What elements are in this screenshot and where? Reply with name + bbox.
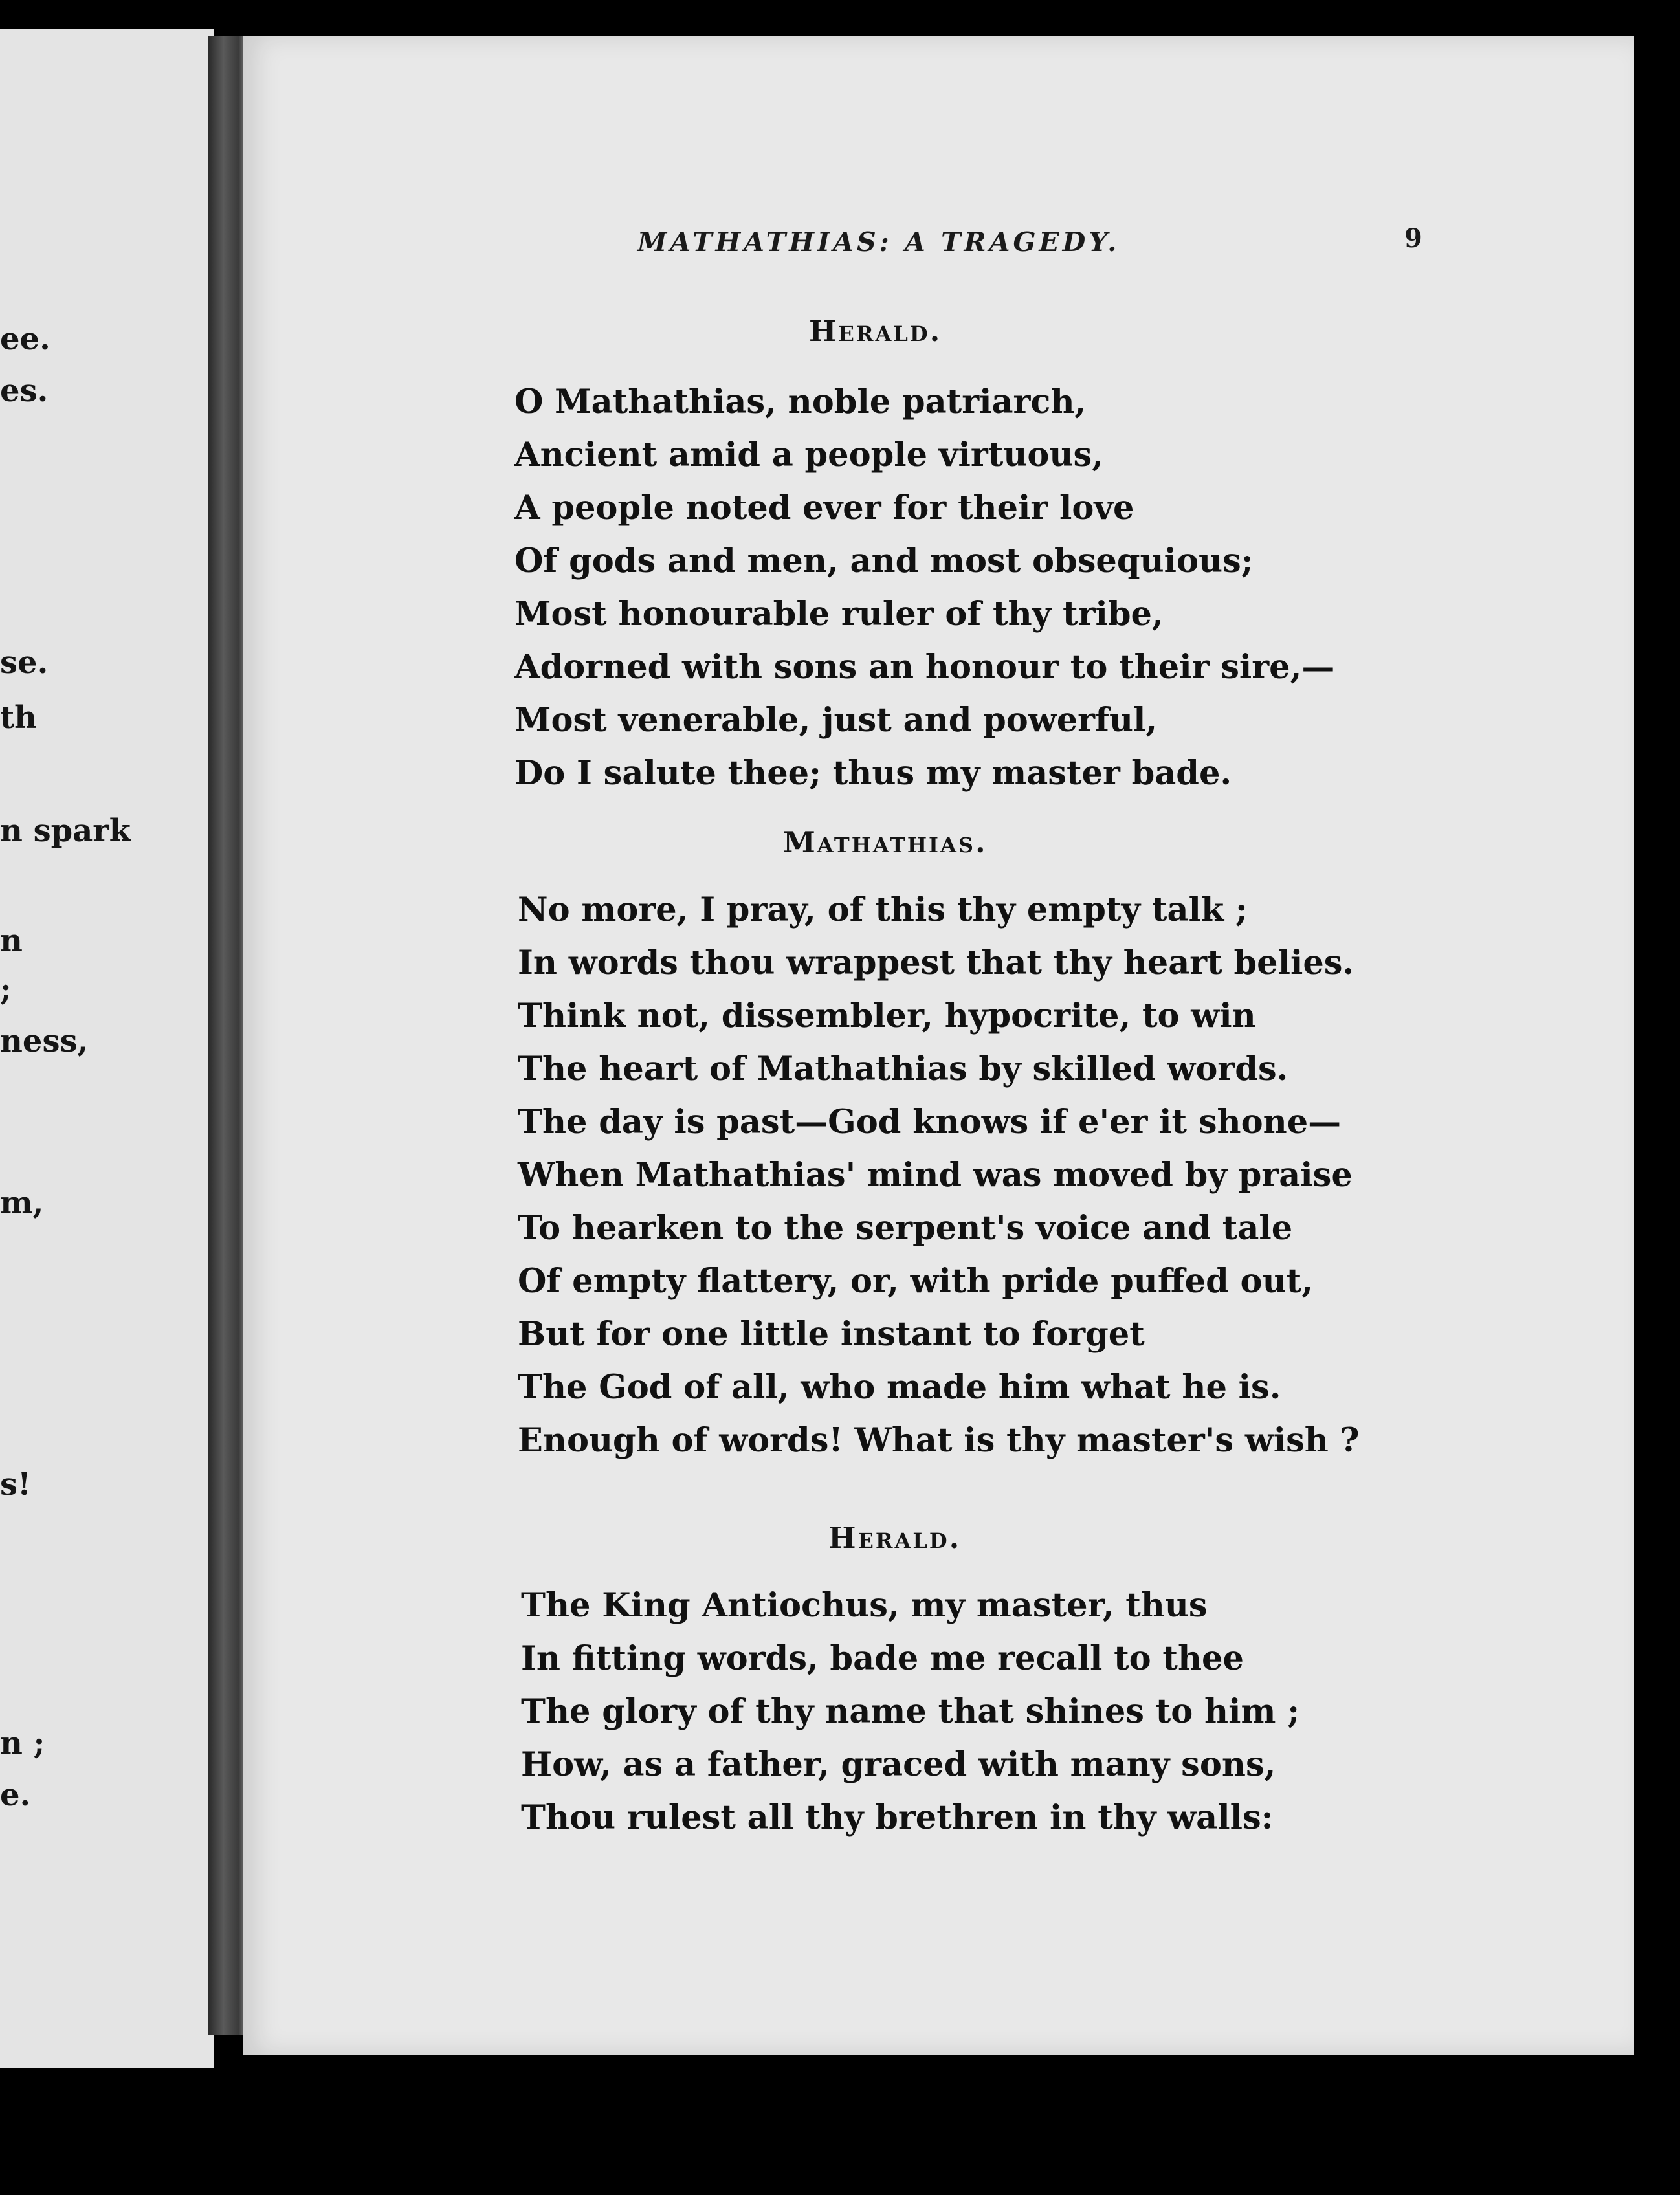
left-fragment-12: e. (0, 1777, 31, 1813)
verse-block (514, 375, 1334, 800)
left-fragment-6: n (0, 923, 23, 959)
verse-line: Enough of words! What is thy master's wish ? (518, 1421, 1360, 1460)
verse-line: Think not, dissembler, hypocrite, to win (518, 997, 1256, 1035)
book-gutter (208, 36, 246, 2035)
speaker-heading: Herald. (809, 314, 942, 348)
verse-line: Do I salute thee; thus my master bade. (514, 754, 1232, 793)
verse-block (518, 883, 1360, 1467)
left-facing-page (0, 29, 214, 2068)
verse-line: Ancient amid a people virtuous, (514, 436, 1103, 474)
left-fragment-8: ness, (0, 1023, 89, 1059)
verse-line: Adorned with sons an honour to their sire,— (514, 648, 1335, 687)
speaker-heading: Herald. (828, 1521, 962, 1555)
right-page (243, 36, 1634, 2055)
verse-line: When Mathathias' mind was moved by praise (518, 1156, 1353, 1195)
verse-line: But for one little instant to forget (518, 1315, 1145, 1354)
verse-line: To hearken to the serpent's voice and tale (518, 1209, 1293, 1248)
left-fragment-2: es. (0, 373, 49, 409)
left-fragment-1: ee. (0, 321, 50, 357)
verse-line: In fitting words, bade me recall to thee (521, 1639, 1244, 1678)
verse-line: The King Antiochus, my master, thus (521, 1586, 1208, 1625)
verse-line: Of empty flattery, or, with pride puffed out, (518, 1262, 1313, 1301)
speaker-heading: Mathathias. (783, 825, 988, 859)
page-number: 9 (1404, 223, 1422, 254)
verse-line: A people noted ever for their love (514, 489, 1134, 527)
verse-block (521, 1579, 1299, 1844)
verse-line: The God of all, who made him what he is. (518, 1368, 1281, 1407)
running-head: MATHATHIAS: A TRAGEDY. (637, 226, 1120, 258)
verse-line: The heart of Mathathias by skilled words. (518, 1050, 1288, 1088)
left-fragment-5: n spark (0, 813, 131, 849)
verse-line: In words thou wrappest that thy heart belies. (518, 943, 1354, 982)
left-fragment-3: se. (0, 645, 49, 681)
left-fragment-10: s! (0, 1466, 32, 1503)
verse-line: Thou rulest all thy brethren in thy walls: (521, 1798, 1274, 1837)
verse-line: Most honourable ruler of thy tribe, (514, 595, 1164, 634)
verse-line: The glory of thy name that shines to him ; (521, 1692, 1300, 1731)
left-fragment-7: ; (0, 971, 12, 1008)
left-fragment-9: m, (0, 1185, 44, 1221)
verse-line: O Mathathias, noble patriarch, (514, 382, 1087, 421)
verse-line: How, as a father, graced with many sons, (521, 1745, 1276, 1784)
verse-line: No more, I pray, of this thy empty talk ; (518, 890, 1248, 929)
verse-line: The day is past—God knows if e'er it shone— (518, 1103, 1342, 1142)
left-fragment-4: th (0, 700, 38, 736)
left-fragment-11: n ; (0, 1725, 45, 1761)
verse-line: Of gods and men, and most obsequious; (514, 542, 1254, 580)
verse-line: Most venerable, just and powerful, (514, 701, 1158, 740)
